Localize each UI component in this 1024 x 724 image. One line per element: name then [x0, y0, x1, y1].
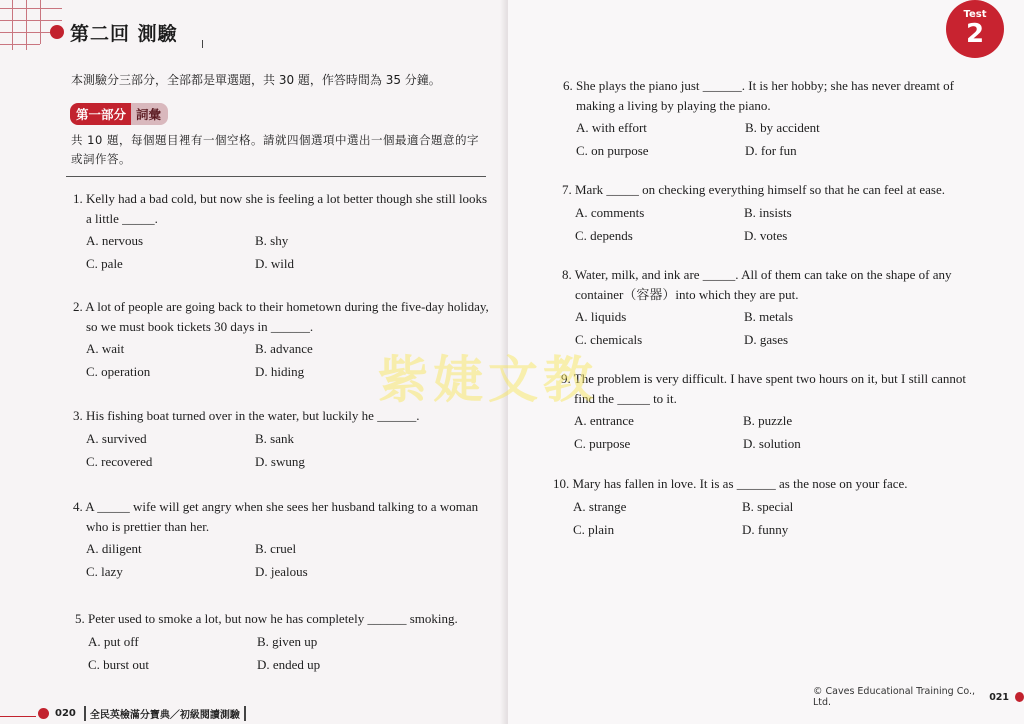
option-d[interactable]: D. solution	[743, 436, 801, 451]
question-8	[562, 265, 982, 349]
question-text: 6. She plays the piano just ______. It is her hobby; she has never dreamt of making a living by playing the piano.	[563, 78, 955, 113]
option-a[interactable]: A. comments	[575, 204, 645, 220]
tick-mark	[202, 40, 203, 48]
question-4	[73, 497, 493, 581]
footer-right	[813, 686, 1024, 708]
question-1	[73, 189, 493, 273]
section-name: 詞彙	[131, 103, 168, 125]
question-text: 3. His fishing boat turned over in the water, but luckily he ______.	[73, 408, 420, 423]
option-a[interactable]: A. wait	[86, 341, 125, 356]
answer-options	[73, 339, 493, 381]
test-number-badge	[946, 0, 1004, 58]
footer-left	[38, 706, 246, 721]
option-d[interactable]: D. ended up	[257, 656, 321, 672]
answer-options	[561, 411, 981, 453]
footer-dot-icon	[38, 708, 49, 719]
option-b[interactable]: B. sank	[255, 430, 294, 446]
option-b[interactable]: B. shy	[255, 233, 289, 248]
question-text: 9. The problem is very difficult. I have spent two hours on it, but I still cannot find the _____ to it.	[561, 371, 966, 406]
test-label: Test	[963, 9, 987, 20]
option-d[interactable]: D. swung	[255, 453, 305, 469]
option-d[interactable]: D. for fun	[745, 143, 797, 158]
chapter-title: 第二回 測驗	[70, 22, 178, 45]
question-7	[562, 180, 982, 245]
question-2	[73, 297, 493, 381]
section-header	[70, 103, 168, 125]
section-badge: 第一部分	[70, 103, 131, 125]
option-a[interactable]: A. with effort	[576, 120, 647, 135]
watermark: 紫婕文教	[378, 351, 598, 409]
answer-options	[562, 203, 982, 245]
answer-options	[73, 231, 493, 273]
title-bullet-icon	[50, 25, 64, 39]
answer-options	[73, 539, 493, 581]
option-c[interactable]: C. pale	[86, 256, 123, 271]
question-text: 4. A _____ wife will get angry when she sees her husband talking to a woman who is prettier than her.	[73, 499, 479, 534]
test-intro: 本測驗分三部分，全部都是單選題，共 30 題，作答時間為 35 分鐘。	[71, 73, 441, 87]
option-c[interactable]: C. recovered	[86, 453, 153, 469]
question-5	[75, 609, 495, 674]
page-number: 020	[55, 708, 76, 719]
option-a[interactable]: A. diligent	[86, 541, 142, 556]
option-c[interactable]: C. depends	[575, 227, 633, 243]
option-c[interactable]: C. plain	[573, 521, 615, 537]
option-c[interactable]: C. operation	[86, 364, 151, 379]
option-c[interactable]: C. burst out	[88, 656, 150, 672]
option-b[interactable]: B. advance	[255, 341, 313, 356]
divider	[66, 176, 486, 177]
option-a[interactable]: A. survived	[86, 430, 147, 446]
option-a[interactable]: A. liquids	[575, 309, 627, 324]
option-b[interactable]: B. metals	[744, 309, 794, 324]
option-a[interactable]: A. nervous	[86, 233, 144, 248]
answer-options	[563, 118, 983, 160]
option-c[interactable]: C. on purpose	[576, 143, 649, 158]
answer-options	[75, 632, 495, 674]
question-3	[73, 406, 493, 471]
question-text: 7. Mark _____ on checking everything himself so that he can feel at ease.	[562, 182, 946, 197]
option-b[interactable]: B. cruel	[255, 541, 297, 556]
option-d[interactable]: D. hiding	[255, 364, 305, 379]
option-b[interactable]: B. puzzle	[743, 413, 793, 428]
question-text: 8. Water, milk, and ink are _____. All of them can take on the shape of any container（容器）into which they are put.	[562, 267, 952, 302]
option-b[interactable]: B. insists	[744, 204, 792, 220]
option-d[interactable]: D. wild	[255, 256, 294, 271]
option-d[interactable]: D. gases	[744, 332, 789, 347]
right-page	[508, 0, 1024, 724]
book-title: 全民英檢滿分寶典／初級閱讀測驗	[84, 706, 246, 721]
option-a[interactable]: A. strange	[573, 498, 627, 514]
chapter-title-row	[50, 14, 178, 50]
option-a[interactable]: A. put off	[88, 633, 139, 649]
option-d[interactable]: D. jealous	[255, 564, 308, 579]
left-page	[0, 0, 508, 724]
footer-rule	[0, 716, 36, 717]
question-text: 2. A lot of people are going back to their hometown during the five-day holiday, so we must book tickets 30 days in ______.	[73, 299, 489, 334]
test-number: 2	[965, 19, 985, 49]
section-instructions: 共 10 題，每個題目裡有一個空格。請就四個選項中選出一個最適合題意的字或詞作答。	[71, 133, 479, 166]
footer-dot-icon	[1015, 692, 1024, 702]
option-b[interactable]: B. special	[742, 498, 794, 514]
answer-options	[553, 497, 983, 539]
option-a[interactable]: A. entrance	[574, 413, 634, 428]
question-9	[561, 369, 981, 453]
option-c[interactable]: C. chemicals	[575, 332, 643, 347]
option-c[interactable]: C. purpose	[574, 436, 631, 451]
option-b[interactable]: B. given up	[257, 633, 318, 649]
option-c[interactable]: C. lazy	[86, 564, 123, 579]
question-text: 1. Kelly had a bad cold, but now she is feeling a lot better though she still looks a little _____.	[73, 191, 488, 226]
publisher-credit: © Caves Educational Training Co., Ltd.	[813, 686, 976, 708]
question-10	[553, 474, 983, 539]
question-text: 10. Mary has fallen in love. It is as ______ as the nose on your face.	[553, 476, 908, 491]
option-b[interactable]: B. by accident	[745, 120, 820, 135]
question-text: 5. Peter used to smoke a lot, but now he has completely ______ smoking.	[75, 611, 458, 626]
answer-options	[73, 429, 493, 471]
question-6	[563, 76, 983, 160]
option-d[interactable]: D. votes	[744, 227, 788, 243]
page-number: 021	[989, 691, 1010, 703]
answer-options	[562, 307, 982, 349]
option-d[interactable]: D. funny	[742, 521, 789, 537]
